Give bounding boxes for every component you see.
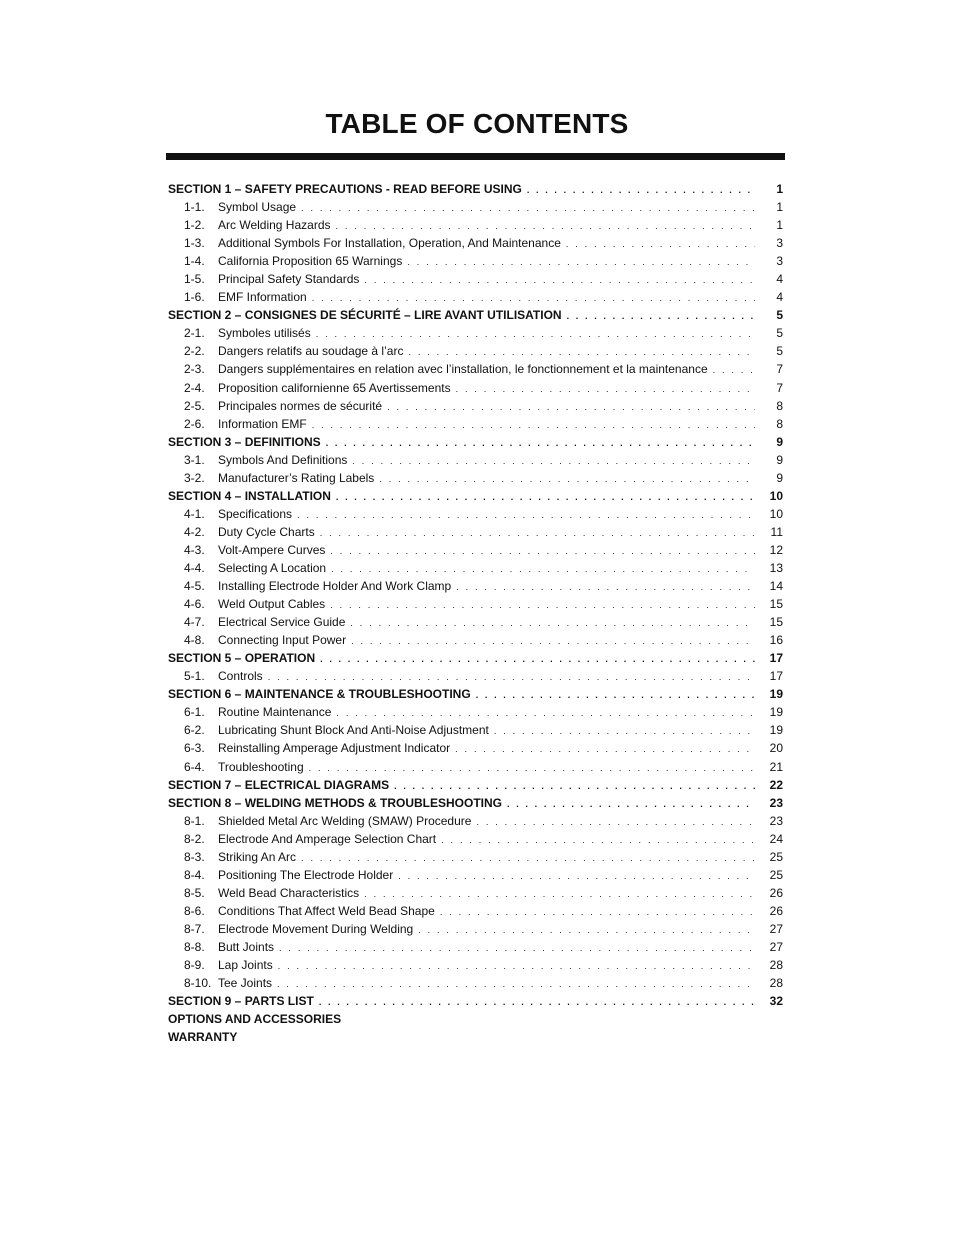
toc-entry-label: WARRANTY: [168, 1030, 238, 1045]
toc-entry-number: 4-8.: [184, 633, 205, 648]
toc-entry-page-number: 27: [769, 921, 783, 936]
dot-leader: [352, 452, 755, 470]
toc-subsection-entry[interactable]: [168, 397, 783, 415]
toc-section-entry[interactable]: [168, 433, 783, 451]
toc-subsection-entry[interactable]: [168, 541, 783, 559]
toc-subsection-entry[interactable]: [168, 848, 783, 866]
toc-subsection-entry[interactable]: [168, 379, 783, 397]
dot-leader: [407, 253, 755, 271]
toc-entry-page-number: 7: [776, 362, 783, 377]
dot-leader: [567, 307, 755, 325]
toc-entry-page-number: 32: [769, 994, 783, 1009]
toc-entry-label: Routine Maintenance: [218, 705, 332, 720]
toc-entry-page-number: 22: [769, 777, 783, 792]
toc-entry-label: Controls: [218, 669, 263, 684]
toc-section-entry[interactable]: [168, 487, 783, 505]
toc-subsection-entry[interactable]: [168, 758, 783, 776]
toc-subsection-entry[interactable]: [168, 631, 783, 649]
toc-subsection-entry[interactable]: [168, 505, 783, 523]
dot-leader: [387, 398, 755, 416]
dot-leader: [330, 596, 755, 614]
toc-entry-label: Principales normes de sécurité: [218, 398, 383, 413]
toc-entry-number: 2-5.: [184, 398, 205, 413]
toc-entry-number: 4-6.: [184, 597, 205, 612]
toc-section-entry[interactable]: [168, 992, 783, 1010]
dot-leader: [297, 506, 755, 524]
toc-entry-number: 4-4.: [184, 560, 205, 575]
toc-entry-label: Lubricating Shunt Block And Anti-Noise Adjustment: [218, 723, 489, 738]
toc-entry-label: Principal Safety Standards: [218, 272, 360, 287]
toc-entry-number: 2-4.: [184, 380, 205, 395]
dot-leader: [440, 903, 755, 921]
toc-entry-label: Shielded Metal Arc Welding (SMAW) Procedure: [218, 813, 472, 828]
toc-entry-number: 8-3.: [184, 849, 205, 864]
toc-entry-page-number: 12: [769, 542, 783, 557]
dot-leader: [527, 181, 755, 199]
toc-entry-label: Manufacturer’s Rating Labels: [218, 470, 375, 485]
dot-leader: [326, 434, 755, 452]
toc-entry-number: 3-2.: [184, 470, 205, 485]
toc-entry-number: 8-8.: [184, 939, 205, 954]
toc-entry-page-number: 9: [776, 452, 783, 467]
toc-section-entry[interactable]: [168, 685, 783, 703]
toc-entry-label: Installing Electrode Holder And Work Clamp: [218, 579, 452, 594]
dot-leader: [455, 740, 755, 758]
toc-subsection-entry[interactable]: [168, 252, 783, 270]
toc-entry-page-number: 15: [769, 597, 783, 612]
dot-leader: [336, 488, 755, 506]
dot-leader: [319, 993, 755, 1011]
toc-subsection-entry[interactable]: [168, 739, 783, 757]
toc-subsection-entry[interactable]: [168, 812, 783, 830]
toc-entry-page-number: 8: [776, 398, 783, 413]
toc-entry-label: OPTIONS AND ACCESSORIES: [168, 1012, 342, 1027]
toc-entry-label: Symbol Usage: [218, 200, 297, 215]
toc-entry-number: 1-4.: [184, 254, 205, 269]
toc-entry-label: Electrical Service Guide: [218, 615, 346, 630]
toc-entry-label: Specifications: [218, 506, 293, 521]
toc-subsection-entry[interactable]: [168, 703, 783, 721]
toc-entry-page-number: 23: [769, 813, 783, 828]
toc-subsection-entry[interactable]: [168, 884, 783, 902]
dot-leader: [713, 361, 755, 379]
title-divider: [166, 153, 785, 160]
dot-leader: [408, 343, 755, 361]
toc-subsection-entry[interactable]: [168, 451, 783, 469]
toc-entry-number: 6-2.: [184, 723, 205, 738]
toc-subsection-entry[interactable]: [168, 360, 783, 378]
toc-entry-number: 2-3.: [184, 362, 205, 377]
toc-subsection-entry[interactable]: [168, 721, 783, 739]
toc-entry-number: 2-1.: [184, 326, 205, 341]
table-of-contents: [168, 180, 783, 1046]
toc-entry-label: Arc Welding Hazards: [218, 218, 331, 233]
dot-leader: [351, 632, 755, 650]
toc-entry-page-number: 24: [769, 831, 783, 846]
dot-leader: [398, 867, 755, 885]
toc-entry-label: Butt Joints: [218, 939, 275, 954]
toc-subsection-entry[interactable]: [168, 523, 783, 541]
dot-leader: [336, 217, 756, 235]
dot-leader: [566, 235, 755, 253]
toc-entry-number: 1-3.: [184, 236, 205, 251]
toc-entry-label: Reinstalling Amperage Adjustment Indicator: [218, 741, 451, 756]
toc-entry-page-number: 5: [776, 308, 783, 323]
toc-entry-number: 4-7.: [184, 615, 205, 630]
toc-subsection-entry[interactable]: [168, 956, 783, 974]
toc-subsection-entry[interactable]: [168, 902, 783, 920]
dot-leader: [336, 704, 755, 722]
dot-leader: [507, 795, 755, 813]
dot-leader: [476, 813, 755, 831]
toc-subsection-entry[interactable]: [168, 198, 783, 216]
toc-subsection-entry[interactable]: [168, 469, 783, 487]
toc-entry-label: SECTION 6 – MAINTENANCE & TROUBLESHOOTING: [168, 687, 471, 702]
toc-entry-label: Weld Bead Characteristics: [218, 885, 360, 900]
toc-subsection-entry[interactable]: [168, 667, 783, 685]
toc-entry-label: Striking An Arc: [218, 849, 297, 864]
toc-entry-label: Lap Joints: [218, 958, 273, 973]
dot-leader: [456, 578, 755, 596]
toc-entry-page-number: 13: [769, 560, 783, 575]
toc-entry-page-number: 9: [776, 434, 783, 449]
toc-entry-page-number: 27: [769, 939, 783, 954]
toc-subsection-entry[interactable]: [168, 938, 783, 956]
dot-leader: [268, 668, 755, 686]
toc-entry-label: Dangers supplémentaires en relation avec l’installation, le fonctionnement et la maintenance: [218, 362, 708, 377]
toc-entry-page-number: 19: [769, 723, 783, 738]
dot-leader: [316, 325, 755, 343]
toc-entry-label: Additional Symbols For Installation, Operation, And Maintenance: [218, 236, 561, 251]
toc-entry-page-number: 8: [776, 416, 783, 431]
toc-entry-label: EMF Information: [218, 290, 307, 305]
dot-leader: [330, 542, 755, 560]
toc-subsection-entry[interactable]: [168, 324, 783, 342]
toc-entry-number: 8-10.: [184, 976, 212, 991]
toc-subsection-entry[interactable]: [168, 595, 783, 613]
toc-entry-label: SECTION 9 – PARTS LIST: [168, 994, 314, 1009]
toc-entry-number: 8-9.: [184, 958, 205, 973]
toc-entry-number: 8-5.: [184, 885, 205, 900]
dot-leader: [494, 722, 755, 740]
toc-section-entry[interactable]: [168, 776, 783, 794]
toc-entry-number: 4-1.: [184, 506, 205, 521]
toc-entry-page-number: 3: [776, 254, 783, 269]
toc-entry-label: Selecting A Location: [218, 560, 327, 575]
toc-subsection-entry[interactable]: [168, 830, 783, 848]
toc-entry-label: Troubleshooting: [218, 759, 304, 774]
toc-subsection-entry[interactable]: [168, 342, 783, 360]
toc-subsection-entry[interactable]: [168, 270, 783, 288]
toc-entry-label: SECTION 4 – INSTALLATION: [168, 488, 331, 503]
toc-entry-page-number: 9: [776, 470, 783, 485]
toc-entry-number: 1-1.: [184, 200, 205, 215]
toc-subsection-entry[interactable]: [168, 288, 783, 306]
toc-entry-label: California Proposition 65 Warnings: [218, 254, 403, 269]
toc-entry-label: Duty Cycle Charts: [218, 524, 315, 539]
toc-entry-number: 5-1.: [184, 669, 205, 684]
toc-entry-label: Electrode And Amperage Selection Chart: [218, 831, 437, 846]
toc-entry-page-number: 4: [776, 290, 783, 305]
toc-entry-label: SECTION 3 – DEFINITIONS: [168, 434, 321, 449]
toc-entry-number: 1-5.: [184, 272, 205, 287]
toc-subsection-entry[interactable]: [168, 415, 783, 433]
toc-section-entry[interactable]: [168, 180, 783, 198]
toc-entry-number: 8-1.: [184, 813, 205, 828]
toc-entry-page-number: 26: [769, 885, 783, 900]
toc-entry-number: 2-2.: [184, 344, 205, 359]
toc-entry-label: SECTION 7 – ELECTRICAL DIAGRAMS: [168, 777, 390, 792]
toc-entry-label: Weld Output Cables: [218, 597, 326, 612]
dot-leader: [394, 777, 755, 795]
toc-entry-page-number: 10: [769, 488, 783, 503]
dot-leader: [312, 289, 755, 307]
toc-entry-page-number: 28: [769, 958, 783, 973]
toc-section-entry[interactable]: [168, 649, 783, 667]
toc-section-entry[interactable]: [168, 1028, 783, 1046]
toc-entry-page-number: 25: [769, 849, 783, 864]
dot-leader: [456, 380, 755, 398]
toc-entry-number: 8-6.: [184, 903, 205, 918]
toc-entry-page-number: 28: [769, 976, 783, 991]
dot-leader: [278, 957, 755, 975]
toc-entry-page-number: 1: [776, 182, 783, 196]
toc-subsection-entry[interactable]: [168, 920, 783, 938]
page-title: TABLE OF CONTENTS: [325, 108, 629, 139]
dot-leader: [277, 975, 755, 993]
toc-entry-number: 1-6.: [184, 290, 205, 305]
toc-entry-number: 1-2.: [184, 218, 205, 233]
toc-subsection-entry[interactable]: [168, 216, 783, 234]
toc-section-entry[interactable]: [168, 306, 783, 324]
dot-leader: [331, 560, 755, 578]
toc-subsection-entry[interactable]: [168, 234, 783, 252]
toc-entry-page-number: 23: [769, 795, 783, 810]
toc-entry-label: Positioning The Electrode Holder: [218, 867, 394, 882]
dot-leader: [301, 849, 755, 867]
toc-entry-page-number: 1: [776, 218, 783, 233]
toc-entry-page-number: 14: [769, 579, 783, 594]
toc-entry-number: 4-3.: [184, 542, 205, 557]
toc-entry-page-number: 1: [776, 200, 783, 215]
toc-entry-page-number: 3: [776, 236, 783, 251]
toc-entry-label: SECTION 2 – CONSIGNES DE SÉCURITÉ – LIRE AVANT UTILISATION: [168, 308, 562, 323]
dot-leader: [476, 686, 755, 704]
toc-entry-label: Proposition californienne 65 Avertissements: [218, 380, 451, 395]
toc-entry-page-number: 5: [776, 326, 783, 341]
toc-entry-number: 6-4.: [184, 759, 205, 774]
toc-subsection-entry[interactable]: [168, 559, 783, 577]
toc-entry-page-number: 21: [769, 759, 783, 774]
toc-entry-page-number: 19: [769, 687, 783, 702]
toc-entry-label: Conditions That Affect Weld Bead Shape: [218, 903, 435, 918]
toc-entry-page-number: 16: [769, 633, 783, 648]
toc-entry-page-number: 26: [769, 903, 783, 918]
toc-entry-number: 4-5.: [184, 579, 205, 594]
toc-entry-label: Connecting Input Power: [218, 633, 347, 648]
dot-leader: [320, 524, 755, 542]
toc-entry-label: Information EMF: [218, 416, 307, 431]
toc-entry-page-number: 15: [769, 615, 783, 630]
toc-entry-page-number: 19: [769, 705, 783, 720]
dot-leader: [364, 885, 755, 903]
toc-entry-page-number: 11: [770, 524, 783, 539]
toc-subsection-entry[interactable]: [168, 974, 783, 992]
toc-entry-page-number: 25: [769, 867, 783, 882]
toc-entry-label: Symbols And Definitions: [218, 452, 348, 467]
toc-entry-page-number: 5: [776, 344, 783, 359]
dot-leader: [320, 650, 755, 668]
toc-entry-label: Electrode Movement During Welding: [218, 921, 414, 936]
toc-entry-number: 8-4.: [184, 867, 205, 882]
toc-entry-number: 2-6.: [184, 416, 205, 431]
dot-leader: [350, 614, 755, 632]
dot-leader: [441, 831, 755, 849]
toc-entry-label: Tee Joints: [218, 976, 273, 991]
dot-leader: [418, 921, 755, 939]
toc-entry-label: Volt-Ampere Curves: [218, 542, 326, 557]
toc-entry-number: 4-2.: [184, 524, 205, 539]
toc-entry-page-number: 17: [769, 651, 783, 666]
dot-leader: [301, 199, 755, 217]
toc-entry-number: 8-2.: [184, 831, 205, 846]
dot-leader: [309, 759, 755, 777]
toc-entry-label: Symboles utilisés: [218, 326, 311, 341]
toc-entry-label: SECTION 5 – OPERATION: [168, 651, 316, 666]
dot-leader: [379, 470, 755, 488]
dot-leader: [279, 939, 755, 957]
toc-entry-number: 3-1.: [184, 452, 205, 467]
toc-subsection-entry[interactable]: [168, 577, 783, 595]
toc-section-entry[interactable]: [168, 1010, 783, 1028]
toc-entry-label: SECTION 8 – WELDING METHODS & TROUBLESHOOTING: [168, 795, 503, 810]
toc-entry-page-number: 7: [776, 380, 783, 395]
toc-entry-number: 6-1.: [184, 705, 205, 720]
toc-entry-page-number: 10: [769, 506, 783, 521]
toc-entry-page-number: 4: [776, 272, 783, 287]
toc-entry-number: 6-3.: [184, 741, 205, 756]
toc-entry-label: Dangers relatifs au soudage à l’arc: [218, 344, 404, 359]
toc-entry-page-number: 20: [769, 741, 783, 756]
toc-entry-label: SECTION 1 – SAFETY PRECAUTIONS - READ BEFORE USING: [168, 182, 522, 196]
toc-entry-page-number: 17: [769, 669, 783, 684]
toc-entry-number: 8-7.: [184, 921, 205, 936]
dot-leader: [364, 271, 755, 289]
toc-subsection-entry[interactable]: [168, 613, 783, 631]
toc-section-entry[interactable]: [168, 794, 783, 812]
dot-leader: [312, 416, 755, 434]
toc-subsection-entry[interactable]: [168, 866, 783, 884]
